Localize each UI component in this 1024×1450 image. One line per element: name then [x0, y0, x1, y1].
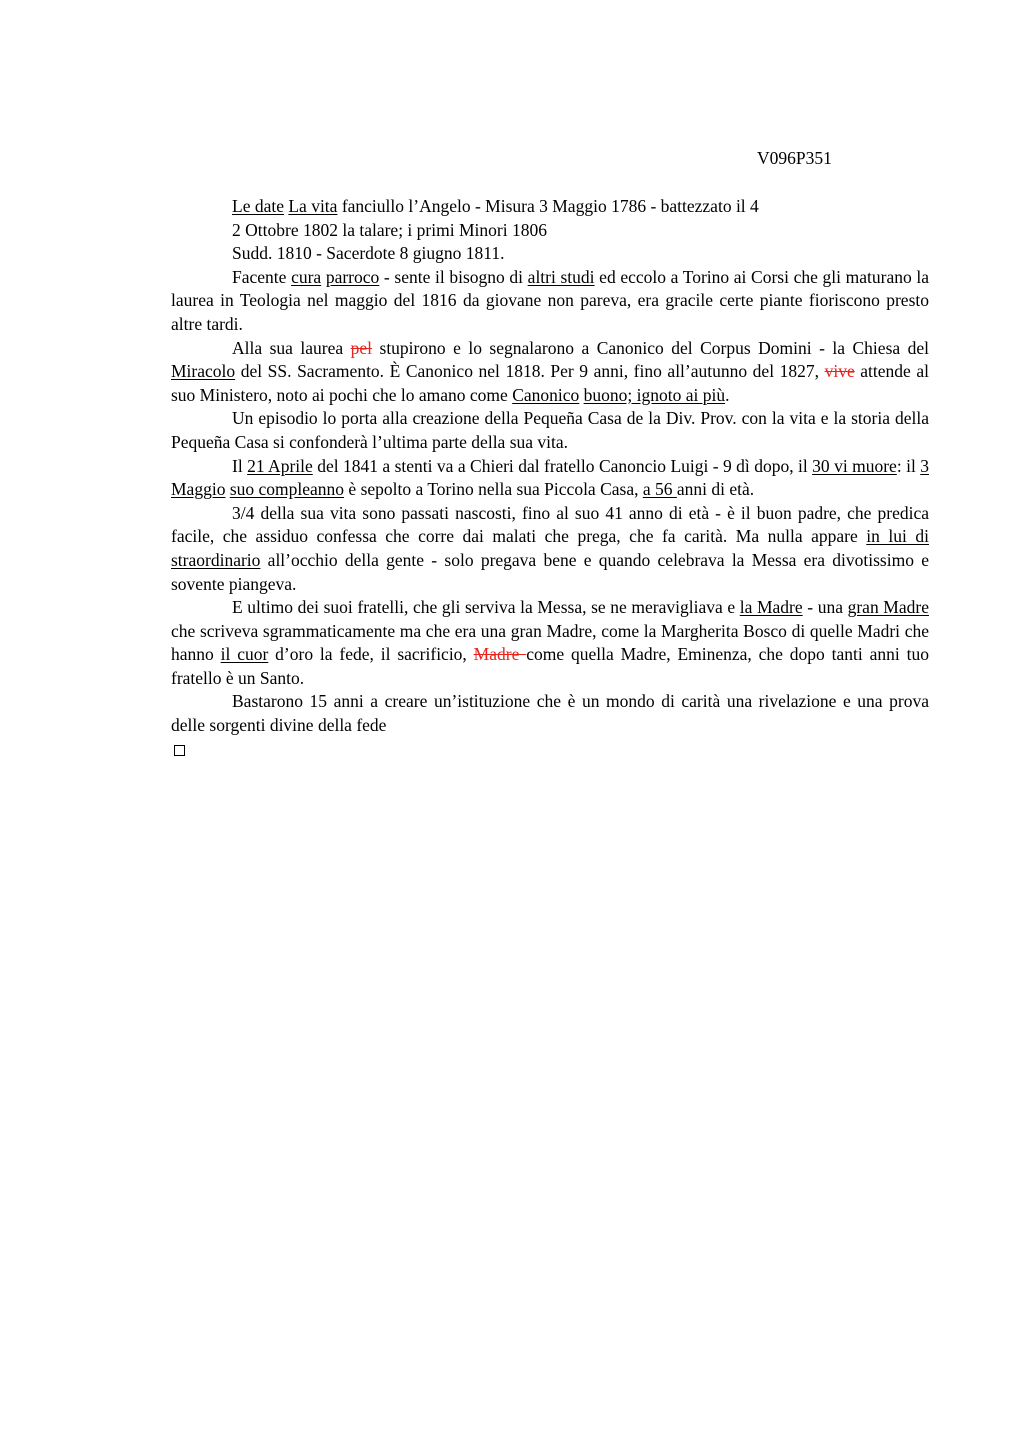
underlined-phrase: Miracolo [171, 361, 236, 382]
text-run: 3/4 della sua vita sono passati nascosti, fino al suo 41 anno di età - è il buon padre, che predica facile, che assiduo confessa che corre dai malati che prega, che fa carità. Ma nulla appare [171, 502, 929, 547]
paragraph-death [171, 455, 929, 502]
underlined-phrase: gran Madre [847, 597, 929, 618]
deleted-word: Madre [473, 644, 527, 665]
underlined-phrase: La vita [288, 196, 338, 216]
underlined-phrase: in lui di straordinario [171, 526, 929, 570]
underlined-phrase: cura [291, 266, 322, 287]
underlined-phrase: 21 Aprile [247, 455, 313, 476]
underlined-phrase: buono; ignoto ai più [583, 384, 726, 405]
end-square-icon [174, 745, 185, 756]
paragraph-institution [171, 690, 929, 737]
document-body [171, 195, 929, 756]
text-run: Alla sua laurea [232, 337, 351, 358]
text-run: Un episodio lo porta alla creazione della Pequeña Casa de la Div. Prov. con la vita e la storia della Pequeña Casa si confonderà l’ultima parte della sua vita. [171, 408, 929, 452]
paragraph-studies [171, 266, 929, 337]
underlined-phrase: a 56 [642, 479, 677, 500]
paragraph-dates [171, 195, 929, 219]
deleted-word: pel [350, 337, 373, 358]
text-run: che scriveva sgrammaticamente ma che era una gran Madre, come la Margherita Bosco di quelle Madri che hanno [171, 620, 929, 665]
text-run: : il [896, 455, 921, 476]
underlined-phrase: 30 vi muore [812, 455, 897, 476]
underlined-phrase: 3 Maggio [171, 455, 929, 500]
paragraph-priesthood [171, 242, 929, 266]
text-run: Sudd. 1810 - Sacerdote 8 giugno 1811. [232, 243, 505, 264]
text-run: ed eccolo a Torino ai Corsi che gli maturano la laurea in Teologia nel maggio del 1816 da giovane non pareva, era gracile certe piante fioriscono presto altre tardi. [171, 266, 929, 334]
underlined-phrase: suo compleanno [229, 479, 345, 500]
text-run: d’oro la fede, il sacrificio, [268, 644, 474, 665]
underlined-phrase: il cuor [220, 644, 269, 665]
text-run: Il [232, 455, 248, 476]
text-run: anni di età. [676, 479, 755, 500]
paragraph-mother [171, 596, 929, 690]
text-run: . [725, 384, 730, 405]
text-run: E ultimo dei suoi fratelli, che gli serviva la Messa, se ne meravigliava e [232, 597, 740, 618]
text-run: stupirono e lo segnalarono a Canonico del Corpus Domini - la Chiesa del [372, 337, 929, 358]
text-run: - una [802, 597, 848, 618]
paragraph-ordination-minor [171, 219, 929, 243]
text-run: fanciullo l’Angelo - Misura 3 Maggio 1786 - battezzato il 4 [337, 196, 759, 216]
underlined-phrase: altri studi [527, 266, 595, 287]
text-run: del SS. Sacramento. È Canonico nel 1818. Per 9 anni, fino all’autunno del 1827, [235, 361, 825, 382]
text-run: è sepolto a Torino nella sua Piccola Casa, [344, 479, 643, 500]
underlined-phrase: la Madre [739, 597, 803, 618]
text-run: all’occhio della gente - solo pregava bene e quando celebrava la Messa era divotissimo e sovente piangeva. [171, 549, 929, 594]
text-run: attende al suo Ministero, noto ai pochi che lo amano come [171, 361, 930, 405]
text-run: del 1841 a stenti va a Chieri dal fratello Canoncio Luigi - 9 dì dopo, il [312, 455, 813, 476]
text-run: Bastarono 15 anni a creare un’istituzione che è un mondo di carità una rivelazione e una prova delle sorgenti divine della fede [171, 691, 929, 736]
underlined-phrase: Le date [232, 196, 284, 216]
paragraph-hidden-life [171, 502, 929, 596]
text-run: - sente il bisogno di [379, 266, 528, 287]
underlined-phrase: Canonico [512, 384, 580, 405]
deleted-word: vive [824, 361, 855, 382]
text-run: 2 Ottobre 1802 la talare; i primi Minori 1806 [232, 219, 547, 240]
paragraph-episode [171, 407, 929, 454]
text-run: come quella Madre, Eminenza, che dopo tanti anni tuo fratello è un Santo. [171, 644, 929, 688]
paragraph-canonico [171, 337, 929, 408]
text-run: Facente [232, 266, 292, 287]
underlined-phrase: parroco [325, 266, 380, 287]
page-identifier: V096P351 [757, 148, 832, 168]
